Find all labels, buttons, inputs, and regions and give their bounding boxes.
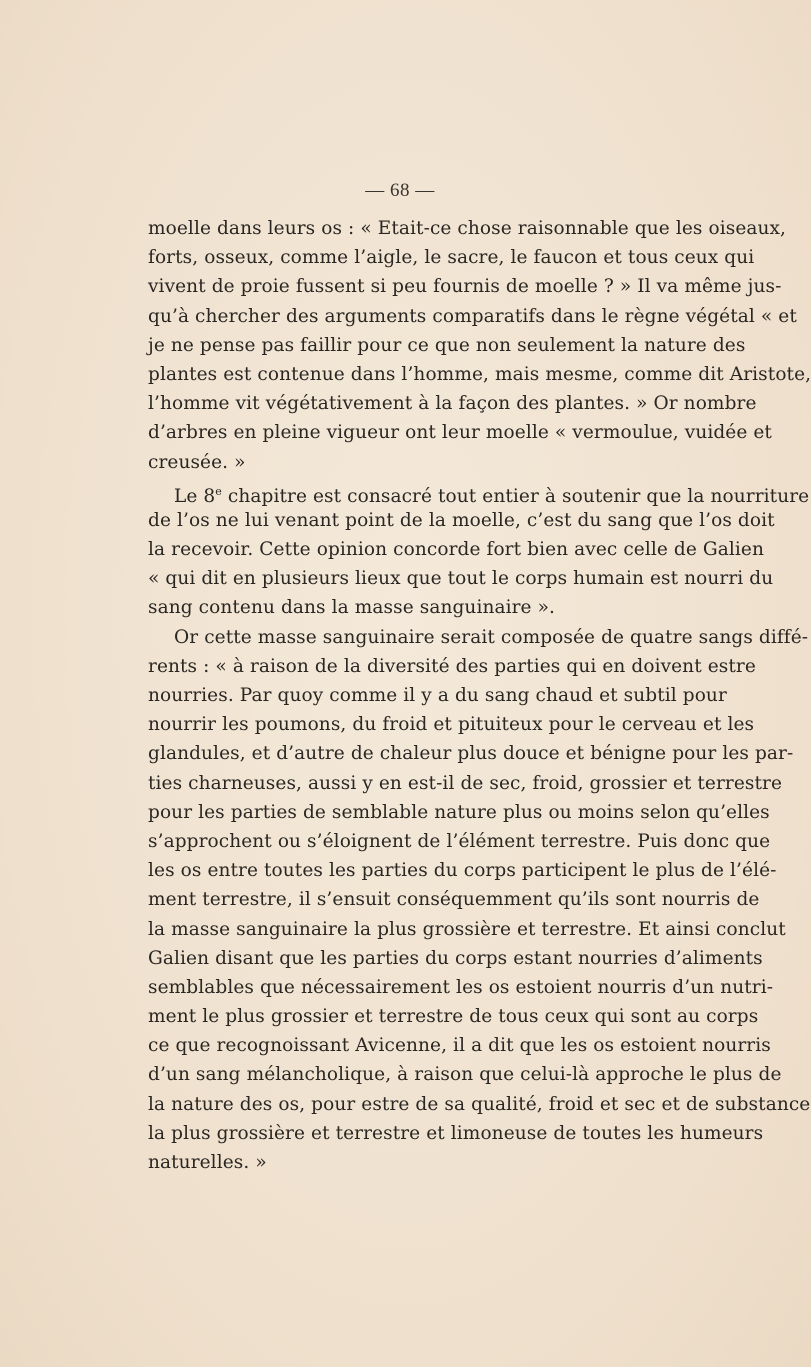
text-line: rents : « à raison de la diversité des parties qui en doivent estre bbox=[148, 655, 756, 677]
text-line: « qui dit en plusieurs lieux que tout le corps humain est nourri du bbox=[148, 568, 774, 590]
text-line: moelle dans leurs os : « Etait-ce chose raisonnable que les oiseaux, bbox=[148, 218, 787, 239]
body-text bbox=[148, 214, 811, 1177]
text-line: vivent de proie fussent si peu fournis de moelle ? » Il va même jus- bbox=[148, 276, 782, 298]
text-line: creusée. » bbox=[148, 451, 246, 473]
text-line: plantes est contenue dans l’homme, mais mesme, comme dit Aristote, bbox=[148, 363, 811, 385]
text-line: sang contenu dans la masse sanguinaire ». bbox=[148, 597, 555, 619]
text-line: la recevoir. Cette opinion concorde fort bien avec celle de Galien bbox=[148, 539, 764, 561]
text-line: Or cette masse sanguinaire serait composée de quatre sangs diffé- bbox=[174, 626, 809, 648]
text-line: ce que recognoissant Avicenne, il a dit que les os estoient nourris bbox=[148, 1035, 771, 1057]
text-line: nourries. Par quoy comme il y a du sang chaud et subtil pour bbox=[148, 685, 727, 706]
text-line: pour les parties de semblable nature plus ou moins selon qu’elles bbox=[148, 801, 770, 823]
text-line: d’arbres en pleine vigueur ont leur moelle « vermoulue, vuidée et bbox=[148, 422, 772, 444]
text-line: la nature des os, pour estre de sa qualité, froid et sec et de substance bbox=[148, 1093, 811, 1115]
text-line: d’un sang mélancholique, à raison que celui-là approche le plus de bbox=[148, 1064, 782, 1086]
text-line: nourrir les poumons, du froid et pituiteux pour le cerveau et les bbox=[148, 714, 755, 736]
text-line: ties charneuses, aussi y en est-il de sec, froid, grossier et terrestre bbox=[148, 772, 783, 794]
text-line: de l’os ne lui venant point de la moelle, c’est du sang que l’os doit bbox=[148, 509, 775, 531]
text-line: semblables que nécessairement les os estoient nourris d’un nutri- bbox=[148, 976, 774, 998]
text-line: Galien disant que les parties du corps estant nourries d’aliments bbox=[148, 947, 763, 969]
text-line: la masse sanguinaire la plus grossière et terrestre. Et ainsi conclut bbox=[148, 918, 786, 940]
page-number: — 68 — bbox=[365, 180, 435, 201]
text-line: qu’à chercher des arguments comparatifs dans le règne végétal « et bbox=[148, 305, 797, 327]
text-line: glandules, et d’autre de chaleur plus douce et bénigne pour les par- bbox=[148, 743, 794, 765]
text-line: je ne pense pas faillir pour ce que non seulement la nature des bbox=[148, 334, 746, 356]
ordinal-superscript: e bbox=[215, 484, 222, 498]
text-line: l’homme vit végétativement à la façon des plantes. » Or nombre bbox=[148, 393, 757, 415]
text-line: Le 8e chapitre est consacré tout entier à soutenir que la nourriture bbox=[174, 484, 810, 507]
text-line: s’approchent ou s’éloignent de l’élément terrestre. Puis donc que bbox=[148, 830, 771, 852]
text-line: la plus grossière et terrestre et limoneuse de toutes les humeurs bbox=[148, 1122, 764, 1144]
text-line: ment terrestre, il s’ensuit conséquemment qu’ils sont nourris de bbox=[148, 889, 760, 911]
text-line: forts, osseux, comme l’aigle, le sacre, le faucon et tous ceux qui bbox=[148, 247, 755, 269]
text-line: les os entre toutes les parties du corps participent le plus de l’élé- bbox=[148, 860, 777, 882]
text-line: naturelles. » bbox=[148, 1152, 267, 1173]
text-line: ment le plus grossier et terrestre de tous ceux qui sont au corps bbox=[148, 1006, 759, 1028]
